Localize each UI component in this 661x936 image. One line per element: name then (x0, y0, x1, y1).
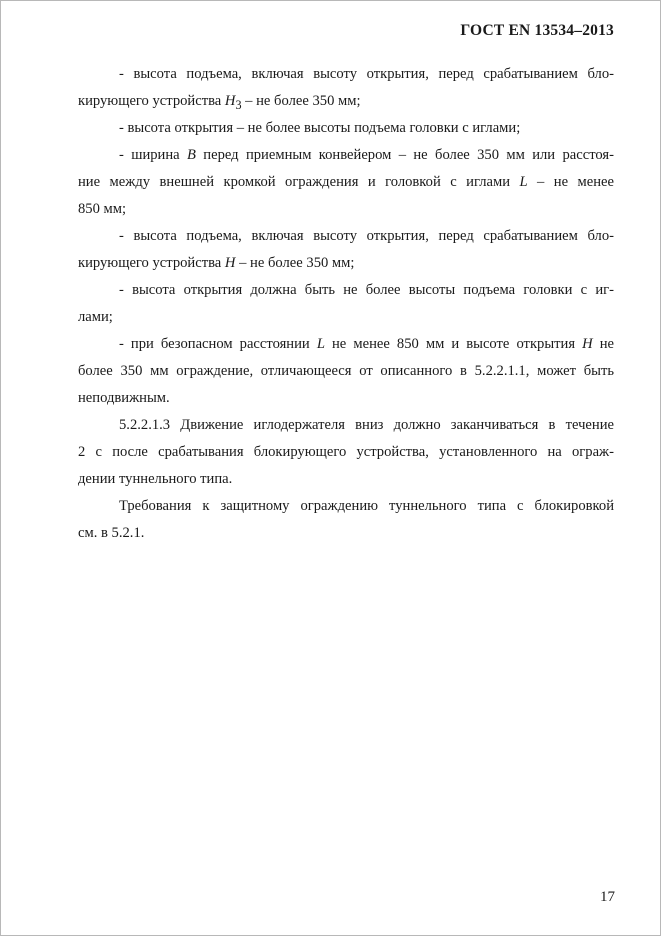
text-line: - при безопасном расстоянии L не менее 850 мм и высоте открытия H не (119, 336, 615, 352)
text-line: 850 мм; (78, 201, 127, 217)
math-symbol: H (224, 93, 236, 109)
text-line: 5.2.2.1.3 Движение иглодержателя вниз должно заканчиваться в течение (119, 417, 614, 433)
math-symbol: H (582, 336, 593, 352)
text-line: - высота открытия должна быть не более высоты подъема головки с иг- (119, 282, 614, 298)
text-line: - высота подъема, включая высоту открытия, перед срабатыванием бло- (119, 66, 614, 82)
math-symbol: H (224, 255, 236, 271)
text-line: - высота открытия – не более высоты подъема головки с иглами; (119, 120, 521, 136)
math-symbol: L (519, 174, 528, 190)
text-line: - высота подъема, включая высоту открытия, перед срабатыванием бло- (119, 228, 614, 244)
math-symbol: B (187, 147, 196, 163)
text-line: кирующего устройства H – не более 350 мм; (78, 255, 355, 271)
text-line: см. в 5.2.1. (78, 525, 145, 541)
text-line: лами; (78, 309, 113, 325)
text-line: Требования к защитному ограждению туннельного типа с блокировкой (119, 498, 614, 514)
text-line: 2 с после срабатывания блокирующего устройства, установленного на ограж- (78, 444, 614, 460)
text-line: - ширина B перед приемным конвейером – не более 350 мм или расстоя- (119, 147, 614, 163)
text-line: более 350 мм ограждение, отличающееся от описанного в 5.2.2.1.1, может быть (78, 363, 614, 379)
page-number: 17 (600, 889, 615, 905)
document-body (78, 61, 614, 547)
math-symbol: L (316, 336, 325, 352)
text-line: ние между внешней кромкой ограждения и головкой с иглами L – не менее (78, 174, 614, 190)
text-line: кирующего устройства $H_3$ – не более 350 мм; (78, 93, 361, 112)
text-line: дении туннельного типа. (78, 471, 233, 487)
document-header: ГОСТ EN 13534–2013 (460, 22, 614, 39)
math-subscript: 3 (235, 97, 242, 112)
text-line: неподвижным. (78, 390, 170, 406)
